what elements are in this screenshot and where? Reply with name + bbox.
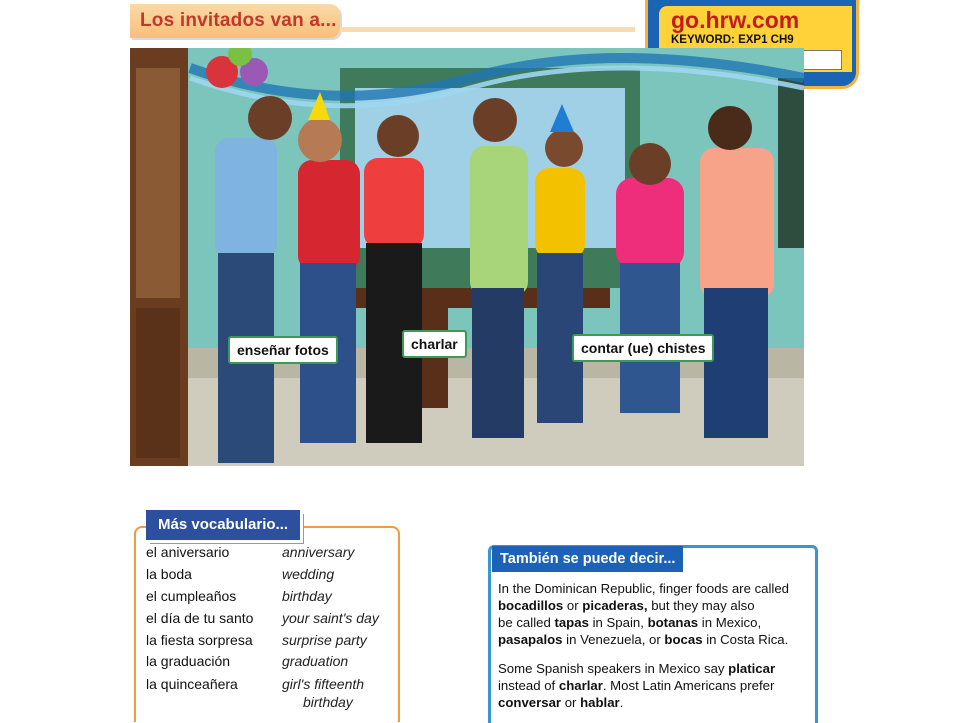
vocab-english: your saint's day (282, 610, 379, 626)
vocab-spanish: el aniversario (146, 544, 230, 560)
vocab-spanish: la fiesta sorpresa (146, 632, 253, 648)
hrw-keyword: KEYWORD: EXP1 CH9 (671, 34, 794, 46)
page-title: Los invitados van a... (140, 10, 337, 31)
title-rule (340, 27, 635, 32)
party-photo-illustration (130, 48, 804, 466)
term: bocas (664, 632, 703, 647)
term: picaderas, (582, 598, 648, 613)
tambien-header: También se puede decir... (492, 546, 683, 572)
vocab-spanish: la boda (146, 566, 192, 582)
term: hablar (580, 695, 620, 710)
term: tapas (554, 615, 589, 630)
text-run: or (561, 695, 581, 710)
vocab-english: wedding (282, 566, 335, 582)
term: charlar (558, 678, 603, 693)
term: botanas (647, 615, 699, 630)
text-run: in Mexico, (698, 615, 762, 630)
vocab-english: surprise party (282, 632, 367, 648)
text-run: or (563, 598, 583, 613)
text-run: in Spain, (588, 615, 648, 630)
vocab-english: anniversary (282, 544, 355, 560)
caption-charlar: charlar (402, 330, 467, 358)
term: conversar (498, 695, 562, 710)
vocab-spanish: el día de tu santo (146, 610, 254, 626)
vocab-spanish: la quinceañera (146, 676, 238, 692)
text-run: in Costa Rica. (702, 632, 789, 647)
term: platicar (728, 661, 776, 676)
term: pasapalos (498, 632, 563, 647)
text-run: be called (498, 615, 555, 630)
hrw-logo[interactable]: go.hrw.com (671, 7, 800, 33)
tambien-paragraph-1 (498, 580, 810, 648)
text-run: but they may also (647, 598, 755, 613)
text-run: instead of (498, 678, 559, 693)
vocab-spanish: la graduación (146, 653, 231, 669)
text-run: in Venezuela, or (562, 632, 665, 647)
term: bocadillos (498, 598, 564, 613)
mas-vocabulario-header: Más vocabulario... (146, 510, 300, 540)
caption-contar-chistes: contar (ue) chistes (572, 334, 714, 362)
vocab-english: girl's fifteenth (282, 676, 365, 692)
text-run: In the Dominican Republic, finger foods are called (498, 581, 790, 596)
tambien-paragraph-2 (498, 660, 810, 711)
party-photo (130, 48, 804, 466)
title-banner (130, 4, 340, 38)
vocab-english: graduation (282, 653, 349, 669)
vocab-english: birthday (282, 588, 332, 604)
caption-ensenar-fotos: enseñar fotos (228, 336, 338, 364)
text-run: Some Spanish speakers in Mexico say (498, 661, 729, 676)
vocab-spanish: el cumpleaños (146, 588, 237, 604)
text-run: . (619, 695, 624, 710)
text-run: . Most Latin Americans prefer (602, 678, 775, 693)
vocab-english-continued: birthday (303, 694, 353, 710)
